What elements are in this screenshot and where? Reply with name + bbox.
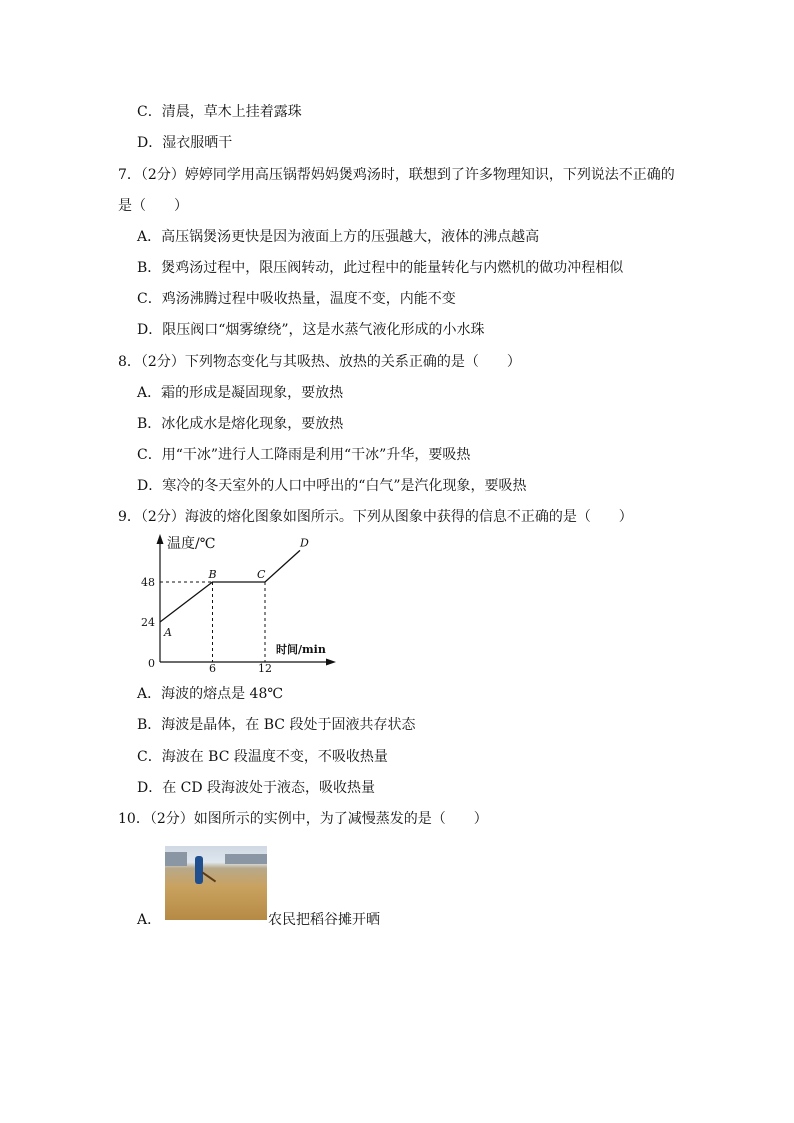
q8-option-d: D．寒冷的冬天室外的人口中呼出的“白气”是汽化现象，要吸热 [137, 478, 527, 494]
q8-stem: 8．（2分）下列物态变化与其吸热、放热的关系正确的是（ ） [118, 354, 521, 370]
q6-option-d: D．湿衣服晒干 [137, 135, 233, 151]
point-label-d: D [300, 536, 309, 550]
point-label-a: A [164, 626, 172, 639]
q10-option-a-caption: 农民把稻谷摊开晒 [268, 912, 380, 928]
y-axis-label: 温度/℃ [167, 536, 216, 552]
q10-option-a-letter: A． [137, 912, 162, 928]
y-tick-label: 48 [141, 576, 155, 589]
x-tick-label: 6 [209, 662, 216, 675]
photo-building [225, 854, 267, 864]
origin-label: 0 [148, 657, 155, 670]
x-axis-arrow [326, 659, 336, 666]
q7-stem: 7．（2分）婷婷同学用高压锅帮妈妈煲鸡汤时，联想到了许多物理知识，下列说法不正确的 [118, 167, 675, 183]
q9-option-a: A．海波的熔点是 48℃ [137, 686, 284, 702]
q8-option-a: A．霜的形成是凝固现象，要放热 [137, 385, 344, 401]
photo-building [165, 852, 187, 866]
q7-option-c: C．鸡汤沸腾过程中吸收热量，温度不变，内能不变 [137, 291, 456, 307]
q9-option-c: C．海波在 BC 段温度不变，不吸收热量 [137, 749, 388, 765]
q7-stem-cont: 是（ ） [118, 198, 188, 214]
farmer-drying-grain-photo [165, 846, 267, 920]
q6-option-c: C．清晨，草木上挂着露珠 [137, 104, 302, 120]
y-axis-arrow [157, 534, 164, 544]
x-tick-label: 12 [258, 662, 272, 675]
x-axis-label: 时间/min [276, 643, 326, 656]
point-label-c: C [257, 568, 266, 581]
q7-option-b: B．煲鸡汤过程中，限压阀转动，此过程中的能量转化与内燃机的做功冲程相似 [137, 260, 624, 276]
q7-option-a: A．高压锅煲汤更快是因为液面上方的压强越大，液体的沸点越高 [137, 229, 540, 245]
photo-rake [202, 872, 216, 883]
photo-farmer [195, 856, 203, 884]
q10-stem: 10．（2分）如图所示的实例中，为了减慢蒸发的是（ ） [118, 811, 488, 827]
q9-option-d: D．在 CD 段海波处于液态，吸收热量 [137, 780, 376, 796]
q8-option-c: C．用“干冰”进行人工降雨是利用“干冰”升华，要吸热 [137, 447, 471, 463]
q8-option-b: B．冰化成水是熔化现象，要放热 [137, 416, 344, 432]
q7-option-d: D．限压阀口“烟雾缭绕”，这是水蒸气液化形成的小水珠 [137, 322, 485, 338]
q9-option-b: B．海波是晶体，在 BC 段处于固液共存状态 [137, 717, 416, 733]
melting-curve [160, 550, 300, 622]
y-tick-label: 24 [141, 616, 155, 629]
point-label-b: B [208, 568, 217, 581]
q9-stem: 9．（2分）海波的熔化图象如图所示。下列从图象中获得的信息不正确的是（ ） [118, 509, 633, 525]
melting-graph [140, 532, 340, 680]
